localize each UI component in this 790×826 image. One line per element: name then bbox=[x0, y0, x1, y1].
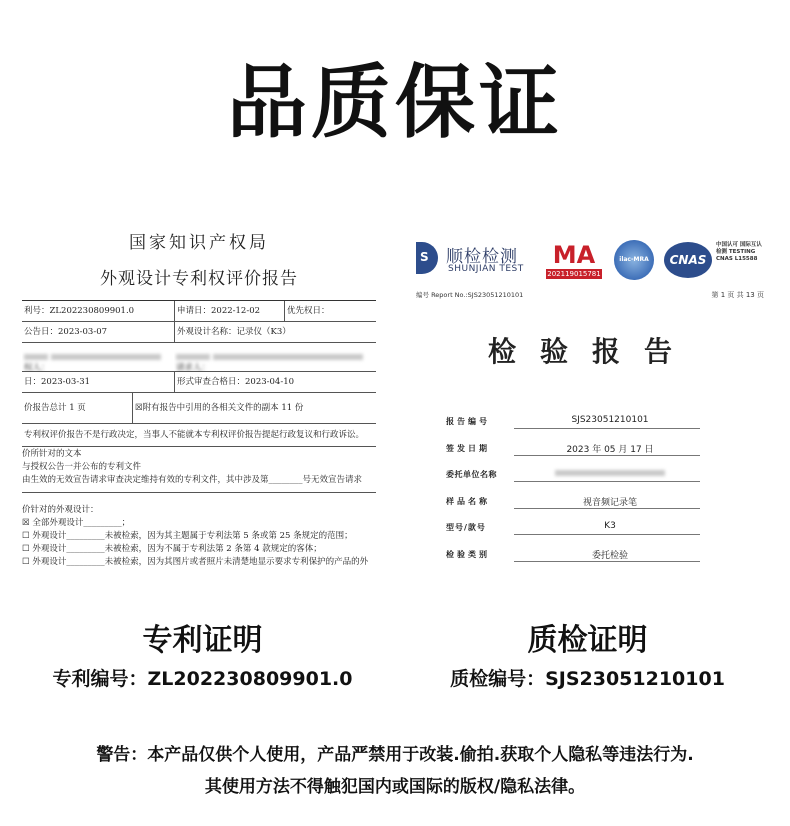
patent-caption-title: 专利证明 bbox=[142, 623, 263, 658]
list-item bbox=[416, 410, 768, 437]
field-value: 2023 年 05 月 17 日 bbox=[566, 444, 654, 455]
page-info: 第 1 页 共 13 页 bbox=[711, 291, 764, 299]
redacted-text bbox=[213, 354, 363, 360]
redacted-cell bbox=[174, 343, 376, 371]
patent-number: 专利编号：ZL202230809901.0 bbox=[52, 668, 353, 690]
table-cell: ☒附有报告中引用的各相关文件的副本 11 份 bbox=[132, 393, 376, 423]
shunjian-logo-icon: S bbox=[416, 242, 438, 274]
table-cell: 利号：ZL202230809901.0 bbox=[24, 306, 135, 316]
page-title: 品质保证 bbox=[227, 56, 563, 149]
field-label: 型号/款号 bbox=[446, 523, 486, 532]
table-cell: 公告日：2023-03-07 bbox=[24, 327, 108, 337]
table-cell: 价报告总计 1 页 bbox=[24, 403, 86, 413]
disclaimer-text: 专利权评价报告不是行政决定，当事人不能就本专利权评价报告提起行政复议和行政诉讼。 bbox=[24, 430, 365, 440]
table-row bbox=[22, 424, 376, 447]
table-cell: 日：2023-03-31 bbox=[24, 377, 91, 387]
field-value: 视音频记录笔 bbox=[582, 497, 637, 508]
brand-name-cn: 顺检检测 bbox=[446, 247, 518, 267]
cnas-logo: CNAS bbox=[664, 242, 712, 278]
table-cell: 外观设计名称：记录仪（K3） bbox=[174, 322, 376, 342]
redacted-text: 权人： bbox=[24, 354, 48, 360]
field-value: SJS23051210101 bbox=[571, 415, 649, 425]
redacted-text bbox=[555, 470, 665, 476]
list-item bbox=[416, 516, 768, 543]
patent-doc-title: 外观设计专利权评价报告 bbox=[100, 269, 298, 289]
field-label: 检验类别 bbox=[446, 549, 490, 559]
list-item bbox=[416, 463, 768, 490]
table-row bbox=[22, 372, 376, 393]
text-line: 与授权公告一并公布的专利文件 bbox=[22, 462, 142, 472]
cma-number: 202119015781 bbox=[547, 270, 601, 278]
field-underline bbox=[514, 561, 700, 562]
report-number-header: 编号 Report No.:SJS23051210101 bbox=[416, 291, 524, 299]
field-label: 签发日期 bbox=[446, 443, 490, 453]
cma-logo bbox=[546, 242, 602, 278]
field-label: 样品名称 bbox=[446, 496, 490, 506]
inspection-number: 质检编号：SJS23051210101 bbox=[450, 668, 725, 690]
patent-office-name: 国家知识产权局 bbox=[129, 233, 269, 253]
field-underline bbox=[514, 534, 700, 535]
field-value: 委托检验 bbox=[591, 550, 628, 561]
field-underline bbox=[514, 481, 700, 482]
report-fields bbox=[416, 410, 768, 569]
table-row bbox=[22, 343, 376, 372]
redacted-text: 请求人： bbox=[176, 354, 210, 360]
divider bbox=[22, 492, 376, 493]
field-underline bbox=[514, 508, 700, 509]
report-title: 检验报告 bbox=[487, 335, 696, 368]
text-line: ☒ 全部外观设计_________； bbox=[22, 518, 131, 528]
inspection-caption-title: 质检证明 bbox=[527, 623, 648, 658]
list-item bbox=[416, 490, 768, 517]
patent-document bbox=[22, 212, 376, 590]
table-cell: 形式审查合格日：2023-04-10 bbox=[174, 372, 376, 392]
section-title: 价针对的外观设计： bbox=[22, 505, 99, 515]
field-value: K3 bbox=[604, 521, 616, 531]
field-underline bbox=[514, 455, 700, 456]
warning-line-2: 其使用方法不得触犯国内或国际的版权/隐私法律。 bbox=[204, 777, 586, 797]
text-line: ☐ 外观设计_________未被检索，因为不属于专利法第 2 条第 4 款规定的客体； bbox=[22, 544, 322, 554]
inspection-document bbox=[416, 220, 768, 594]
warning-line-1: 警告：本产品仅供个人使用，产品严禁用于改装.偷拍.获取个人隐私等违法行为. bbox=[96, 745, 694, 765]
field-underline bbox=[514, 428, 700, 429]
field-label: 委托单位名称 bbox=[446, 470, 497, 479]
table-cell: 申请日：2022-12-02 bbox=[174, 301, 285, 321]
ilac-mra-logo: ilac-MRA bbox=[614, 240, 654, 280]
design-scope-section bbox=[22, 504, 368, 569]
list-item bbox=[416, 437, 768, 464]
evaluated-text-section bbox=[22, 448, 362, 487]
text-line: ☐ 外观设计_________未被检索，因为其图片或者照片未清楚地显示要求专利保护的产品的外 bbox=[22, 557, 369, 567]
field-value-redacted bbox=[520, 468, 700, 478]
table-row bbox=[22, 322, 376, 343]
table-row bbox=[22, 301, 376, 322]
list-item bbox=[416, 543, 768, 570]
cma-mark: MA bbox=[552, 241, 596, 269]
text-line: ☐ 外观设计_________未被检索，因为其主题属于专利法第 5 条或第 25 条规定的范围； bbox=[22, 531, 353, 541]
redacted-text bbox=[51, 354, 161, 360]
table-cell: 优先权日： bbox=[284, 301, 376, 321]
patent-info-table bbox=[22, 300, 376, 447]
field-label: 报告编号 bbox=[446, 417, 490, 426]
text-line: 由生效的无效宣告请求审查决定维持有效的专利文件，其中涉及第________号无效宣告请求 bbox=[22, 475, 363, 485]
brand-name-en: SHUNJIAN TEST bbox=[448, 264, 524, 274]
table-row bbox=[22, 393, 376, 424]
text-line: 价所针对的文本 bbox=[22, 449, 82, 459]
cnas-accreditation-text: 中国认可 国际互认 检测 TESTING CNAS L15588 bbox=[716, 242, 762, 262]
redacted-cell bbox=[22, 343, 174, 371]
